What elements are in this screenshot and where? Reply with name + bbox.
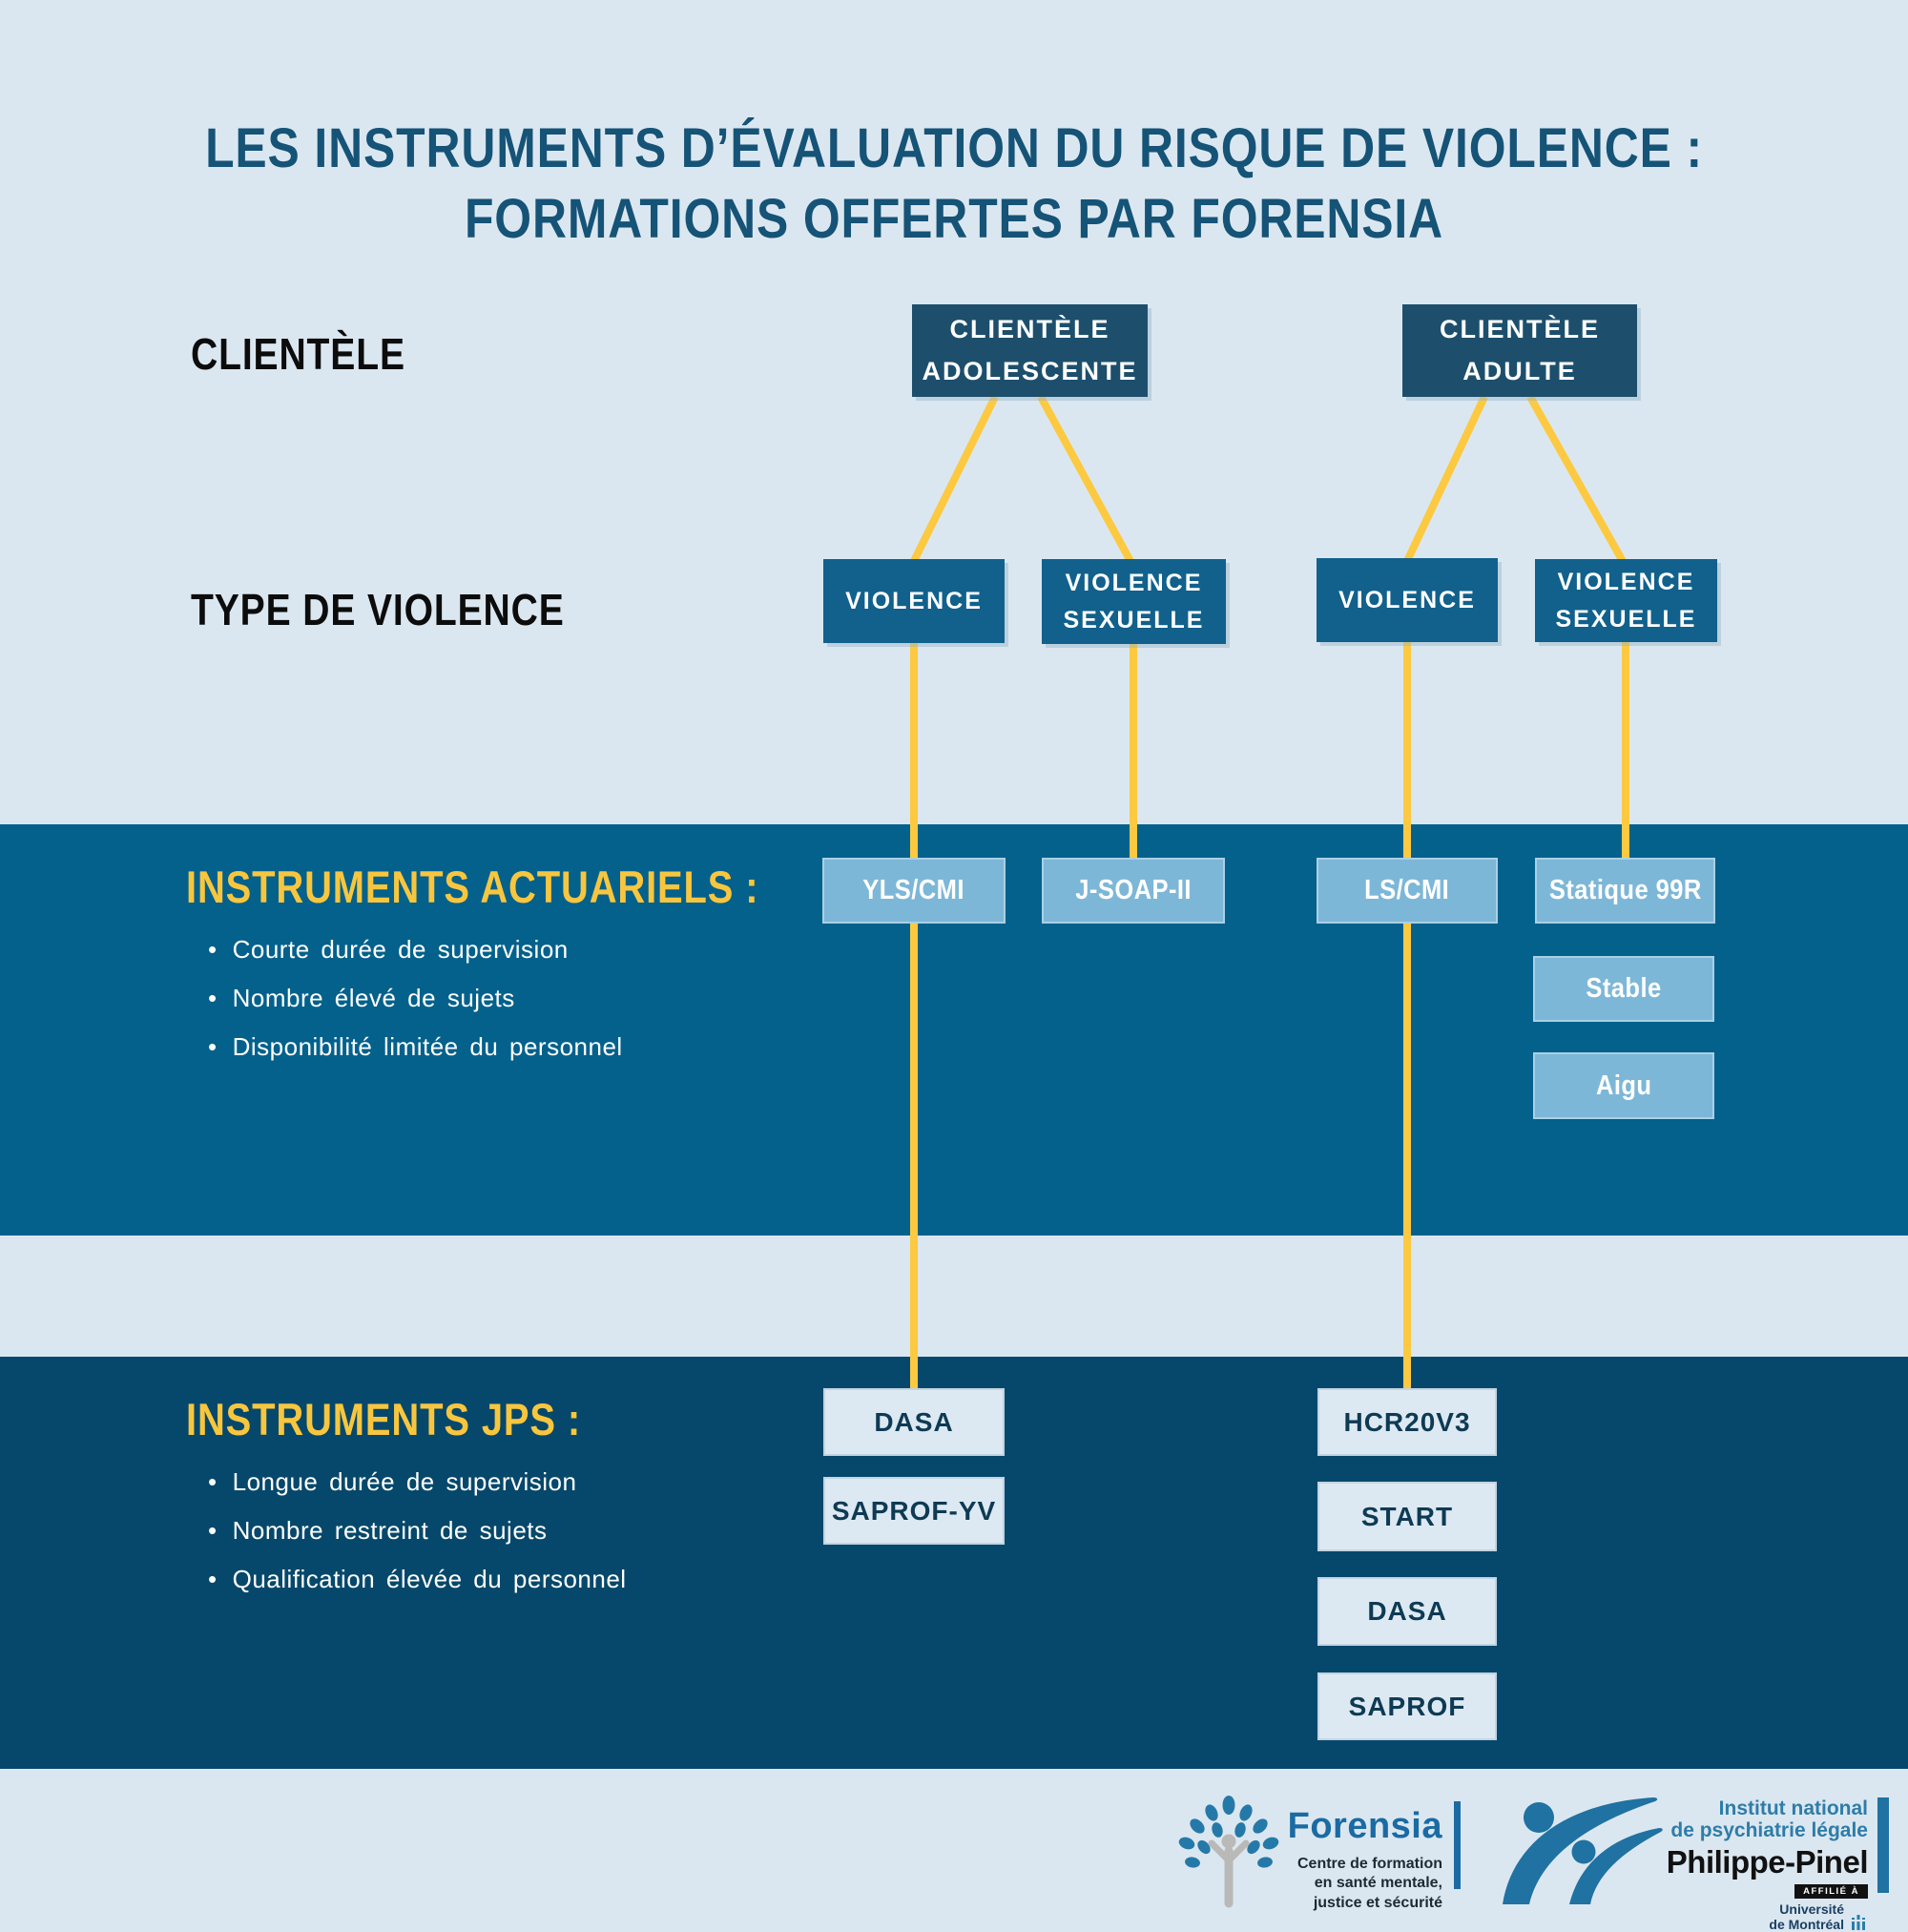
instrument-aigu-box [1533,1052,1714,1119]
udem-line2: de Montréal [1769,1917,1844,1932]
type-violence-adulte-line1: VIOLENCE [1338,586,1476,613]
type-violence-sexuelle-adulte-box [1535,559,1717,642]
pinel-divider-bar [1877,1797,1889,1893]
instrument-saprof-yv-label: SAPROF-YV [831,1495,997,1526]
udem-label [1769,1901,1844,1932]
instrument-statique99r-label: Statique 99R [1548,875,1702,905]
jps-bullet-1: • Longue durée de supervision [208,1467,576,1497]
pinel-affiliation-badge: AFFILIÉ À [1794,1884,1868,1899]
pinel-logo-text [1622,1797,1868,1932]
clientele-adolescente-line2: ADOLESCENTE [922,356,1138,385]
instrument-aigu-label: Aigu [1595,1070,1652,1101]
instrument-yls-cmi-label: YLS/CMI [862,875,965,905]
instrument-dasa-adulte-box [1317,1577,1497,1646]
instrument-start-label: START [1360,1501,1454,1531]
type-violence-sexuelle-adolescent-box [1042,559,1226,644]
jps-bullet-2: • Nombre restreint de sujets [208,1516,548,1546]
actuarial-bullet-3: • Disponibilité limitée du personnel [208,1032,623,1062]
type-vs-adulte-line2: SEXUELLE [1555,605,1697,633]
instrument-ls-cmi-label: LS/CMI [1364,875,1450,905]
type-violence-adolescent-box [823,559,1005,643]
jps-heading: INSTRUMENTS JPS : [186,1394,581,1444]
instrument-saprof-label: SAPROF [1348,1691,1466,1721]
instrument-statique99r-box [1535,858,1715,924]
clientele-row-label: CLIENTÈLE [191,329,405,379]
forensia-wordmark: Forensia [1287,1806,1442,1846]
clientele-adulte-box [1402,304,1637,397]
instrument-dasa-adolescent-label: DASA [874,1406,954,1437]
forensia-tagline-line2: en santé mentale, [1314,1875,1442,1892]
jps-bullet-3: • Qualification élevée du personnel [208,1565,627,1594]
type-violence-adulte-box [1317,558,1498,642]
instrument-yls-cmi-box [822,858,1006,924]
pinel-institute-line2: de psychiatrie légale [1670,1819,1868,1842]
type-vs-adolescent-line2: SEXUELLE [1063,606,1205,634]
pinel-wordmark: Philippe-Pinel [1666,1844,1868,1880]
instrument-dasa-adulte-label: DASA [1367,1596,1447,1626]
connector-line [1041,397,1131,563]
connector-line [1530,397,1624,563]
forensia-tagline-line1: Centre de formation [1296,1856,1442,1872]
type-vs-adulte-line1: VIOLENCE [1557,568,1695,595]
forensia-logo-text [1240,1806,1442,1913]
type-violence-adolescent-line1: VIOLENCE [845,587,983,614]
pinel-institute-line1: Institut national [1718,1797,1868,1819]
forensia-tagline-line3: justice et sécurité [1313,1894,1442,1911]
instrument-stable-box [1533,956,1714,1022]
instrument-dasa-adolescent-box [823,1388,1005,1456]
clientele-adolescente-line1: CLIENTÈLE [949,315,1110,344]
clientele-adulte-line1: CLIENTÈLE [1439,315,1600,344]
connector-line [914,397,995,561]
actuarial-heading: INSTRUMENTS ACTUARIELS : [186,862,759,912]
clientele-adulte-line2: ADULTE [1462,356,1577,385]
instrument-stable-label: Stable [1586,973,1662,1004]
instrument-start-box [1317,1482,1497,1551]
instrument-saprof-yv-box [823,1477,1005,1545]
connector-line [1407,397,1484,561]
type-row-label: TYPE DE VIOLENCE [191,585,565,634]
page-title-line1: LES INSTRUMENTS D’ÉVALUATION DU RISQUE DE VIOLENCE : [205,117,1703,179]
actuarial-bullet-1: • Courte durée de supervision [208,935,569,965]
page-title-line2: FORMATIONS OFFERTES PAR FORENSIA [464,188,1444,250]
forensia-divider-bar [1454,1801,1461,1889]
udem-mark-icon [1849,1913,1868,1932]
clientele-adolescente-box [912,304,1148,397]
instrument-saprof-box [1317,1672,1497,1740]
instrument-hcr20v3-box [1317,1388,1497,1456]
type-vs-adolescent-line1: VIOLENCE [1065,569,1203,596]
actuarial-bullet-2: • Nombre élevé de sujets [208,984,515,1013]
instrument-ls-cmi-box [1317,858,1498,924]
udem-line1: Université [1779,1901,1844,1918]
instrument-jsoap2-label: J-SOAP-II [1075,875,1192,905]
instrument-hcr20v3-label: HCR20V3 [1343,1406,1471,1437]
instrument-jsoap2-box [1042,858,1225,924]
